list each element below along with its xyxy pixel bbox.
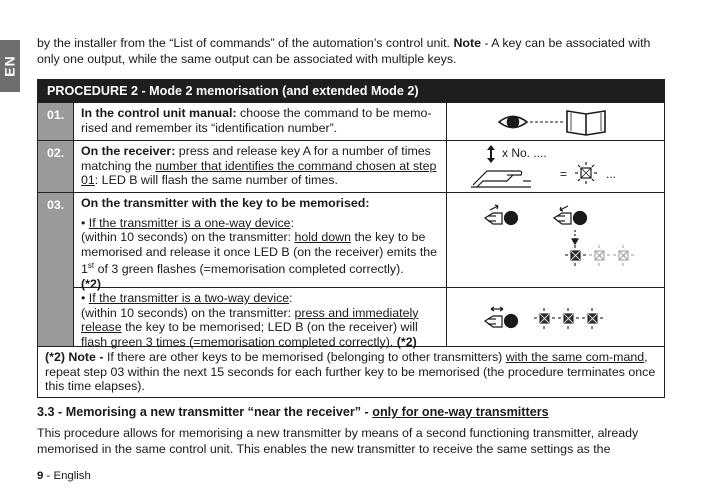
step-03-row (38, 192, 664, 349)
step-01-body: choose the command to be memo-rised and remember its “identification number”. (81, 106, 432, 135)
page-number: 9 (37, 470, 44, 482)
language-tab (0, 40, 20, 92)
note-text-1: If there are other keys to be memorised (belonging to other transmitters) (103, 350, 506, 364)
press-key-icon (447, 141, 665, 192)
note-text-2: , repeat step 03 within the next 15 seconds for each further key to be memorised (the procedure terminates once this time elapses). (45, 350, 656, 394)
intro-paragraph (37, 36, 665, 67)
intro-note-label: Note (453, 36, 481, 50)
page-footer (37, 470, 91, 482)
one-way-text-1: (within 10 seconds) on the transmitter: (81, 230, 295, 245)
step-02-underlined: number that identifies the command chosen at step 01 (81, 158, 437, 188)
procedure-table (37, 79, 665, 398)
one-way-condition: If the transmitter is a one-way device (88, 215, 291, 230)
step-01-bold: In the control unit manual: (81, 106, 237, 120)
note-label: (*2) Note - (45, 350, 104, 364)
equals-sign: = (560, 167, 568, 181)
step-03-two-way-text (73, 288, 446, 349)
language-tab-label: EN (2, 55, 19, 77)
step-03-one-way-illustration (446, 193, 664, 287)
step-03-title: On the transmitter with the key to be memorised: (81, 196, 370, 210)
colon: : (290, 215, 295, 230)
section-heading-underlined: only for one-way transmitters (372, 405, 549, 419)
step-02-body-2: : LED B will flash the same number of times. (94, 173, 338, 188)
section-heading-text: 3.3 - Memorising a new transmitter “near the receiver” - (37, 405, 373, 419)
step-02-illustration (446, 141, 664, 192)
one-way-text-2: the key to be memorised and release it once LED B (on the receiver) emits the 1 (81, 230, 438, 277)
step-02-body-1: press and release key A for a number of times matching the (81, 144, 431, 173)
eye-book-icon (447, 103, 665, 140)
hold-down: hold down (294, 230, 351, 245)
section-body: This procedure allows for memorising a new transmitter by means of a second functioning transmitter, already memorised in the same control unit. This enables the new transmitter to receive the same settings as the (37, 426, 639, 456)
intro-text-1: by the installer from the “List of commands” of the automation’s control unit. (37, 36, 454, 50)
step-01-number: 01. (38, 103, 73, 140)
times-count-label: x No. .... (502, 146, 547, 160)
step-03-one-way-text (73, 193, 446, 292)
step-02-number: 02. (38, 141, 73, 192)
superscript-st: st (87, 261, 95, 271)
step-01-row (38, 102, 664, 140)
procedure-note (38, 346, 664, 397)
ellipsis: ... (606, 167, 617, 181)
step-02-text (73, 141, 446, 192)
bullet: • (81, 215, 89, 230)
step-03-number: 03. (38, 193, 73, 346)
step-02-row (38, 140, 664, 192)
one-way-ref: (*2) (81, 277, 101, 292)
two-way-text-2: the key to be memorised; LED B (on the receiver) will flash green 3 times (=memorisation completed correctly). (81, 320, 418, 349)
bullet: • (81, 291, 89, 305)
section-heading (37, 405, 549, 419)
step-01-illustration (446, 103, 664, 140)
two-way-ref: (*2) (396, 334, 417, 349)
step-03-two-way-illustration (446, 288, 664, 346)
transmitter-press-icon (447, 288, 665, 346)
note-underlined: with the same com-mand (505, 350, 645, 364)
two-way-text-1: (within 10 seconds) on the transmitter: (81, 305, 295, 320)
procedure-title: PROCEDURE 2 - Mode 2 memorisation (and extended Mode 2) (38, 80, 664, 102)
press-release: press and immediately release (81, 305, 419, 335)
intro-text-2: - A key can be associated with only one output, while the same output can be associated with multiple keys. (37, 36, 651, 66)
step-03-two-way-row (73, 287, 664, 349)
step-02-bold: On the receiver: (81, 144, 176, 158)
transmitter-hold-icon (447, 193, 665, 287)
one-way-text-3: of 3 green flashes (=memorisation completed correctly). (94, 262, 404, 277)
footer-label: - English (43, 470, 91, 482)
step-01-text (73, 103, 446, 140)
two-way-condition: If the transmitter is a two-way device (88, 291, 290, 305)
colon: : (289, 291, 293, 305)
